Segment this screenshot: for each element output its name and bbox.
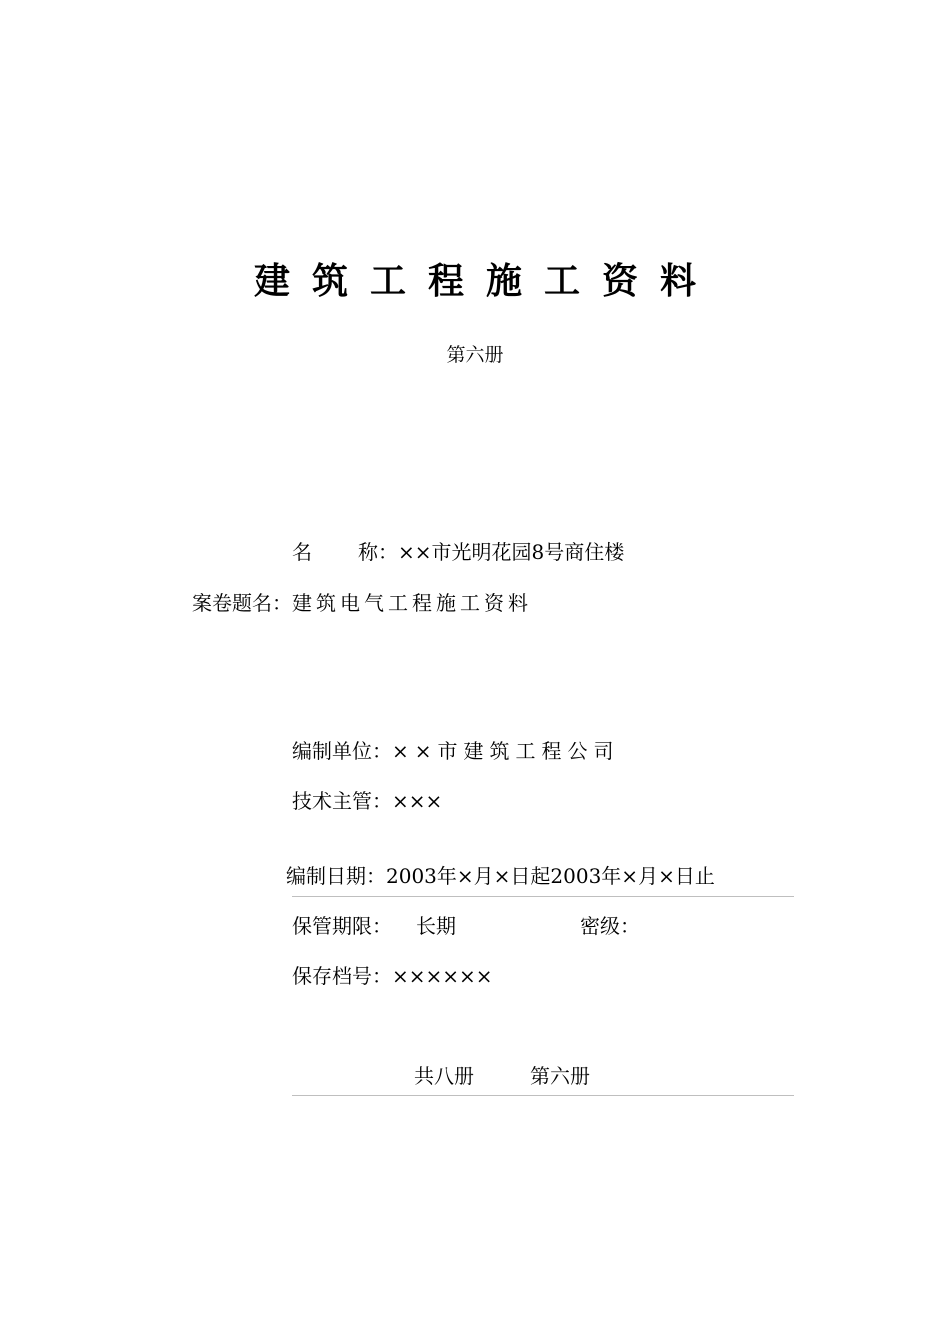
case-title-row — [192, 589, 532, 617]
divider-line — [292, 896, 794, 897]
current-volume: 第六册 — [530, 1064, 590, 1088]
technical-supervisor-value: ××× — [392, 789, 443, 813]
retention-value: 长期 — [416, 914, 456, 938]
compiling-unit-value: ××市建筑工程公司 — [392, 739, 620, 763]
retention-row — [292, 912, 640, 940]
technical-supervisor-row — [292, 787, 442, 815]
retention-label: 保管期限： — [292, 914, 392, 938]
bottom-divider-line — [292, 1095, 794, 1096]
project-name-row — [292, 538, 624, 566]
name-label-first: 名 — [292, 540, 312, 564]
compiling-unit-row — [292, 737, 620, 765]
volume-subtitle: 第六册 — [446, 344, 504, 366]
archive-number-row — [292, 962, 493, 990]
compiling-date-label: 编制日期： — [286, 864, 386, 888]
name-label-second: 称： — [358, 540, 398, 564]
volume-count-row — [414, 1062, 590, 1090]
archive-number-label: 保存档号： — [292, 964, 392, 988]
compiling-date-row — [286, 862, 715, 890]
technical-supervisor-label: 技术主管： — [292, 789, 392, 813]
case-title-label: 案卷题名： — [192, 591, 292, 615]
compiling-unit-label: 编制单位： — [292, 739, 392, 763]
case-title-value: 建筑电气工程施工资料 — [292, 591, 532, 615]
total-volumes: 共八册 — [414, 1064, 474, 1088]
document-title: 建筑工程施工资料 — [253, 261, 718, 302]
project-name-value: ××市光明花园8号商住楼 — [398, 540, 625, 564]
compiling-date-value: 2003年×月×日起2003年×月×日止 — [386, 864, 715, 888]
archive-number-value: ×××××× — [392, 964, 493, 988]
security-level-label: 密级： — [580, 914, 640, 938]
